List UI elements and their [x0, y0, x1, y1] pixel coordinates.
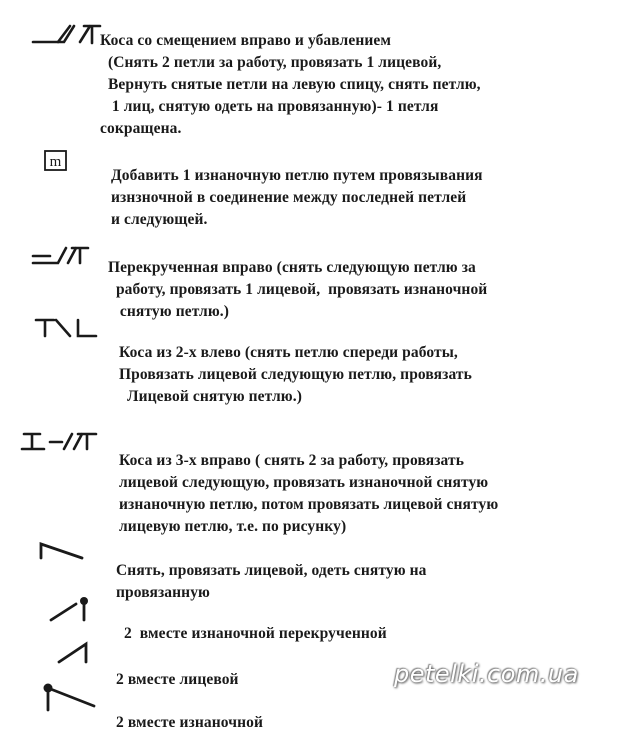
- right-twist-icon: [30, 244, 90, 266]
- left-cable-2-icon: [34, 316, 98, 340]
- slip-knit-pass-icon: [38, 540, 88, 562]
- make-one-purl-icon: [44, 150, 68, 172]
- legend-text-5: Коса из 3-х вправо ( снять 2 за работу, провязать лицевой следующую, провязать изнаночной снятую изнаночную петлю, потом провязать лицевой снятую лицевую петлю, т.е. по рисунку): [119, 452, 499, 535]
- legend-text-3: Перекрученная вправо (снять следующую петлю за работу, провязать 1 лицевой, провязать изнаночной снятую петлю.): [108, 259, 488, 320]
- knit-two-together-icon: [56, 640, 96, 666]
- watermark: petelki.com.ua: [394, 660, 579, 688]
- legend-text-1: Коса со смещением вправо и убавлением (Снять 2 петли за работу, провязать 1 лицевой, Вернуть снятые петли на левую спицу, снять петлю, 1 лиц, снятую одеть на провязанную)- 1 петля сокращена.: [100, 32, 481, 137]
- legend-text-8: 2 вместе лицевой: [116, 671, 239, 688]
- legend-text-6: Снять, провязать лицевой, одеть снятую на провязанную: [116, 562, 427, 601]
- make-one-symbol-text: m: [49, 154, 62, 170]
- legend-text-2: Добавить 1 изнаночную петлю путем провязывания изнзночной в соединение между последней петлей и следующей.: [111, 167, 483, 228]
- purl-two-together-icon: [40, 680, 102, 714]
- purl-two-together-twisted-icon: [48, 594, 96, 624]
- legend-text-7: 2 вместе изнаночной перекрученной: [124, 625, 387, 642]
- right-cable-3-icon: [20, 430, 98, 454]
- right-cable-decrease-icon: [30, 22, 102, 46]
- legend-text-9: 2 вместе изнаночной: [116, 714, 263, 731]
- legend-text-4: Коса из 2-х влево (снять петлю спереди работы, Провязать лицевой следующую петлю, провязать Лицевой снятую петлю.): [119, 344, 472, 405]
